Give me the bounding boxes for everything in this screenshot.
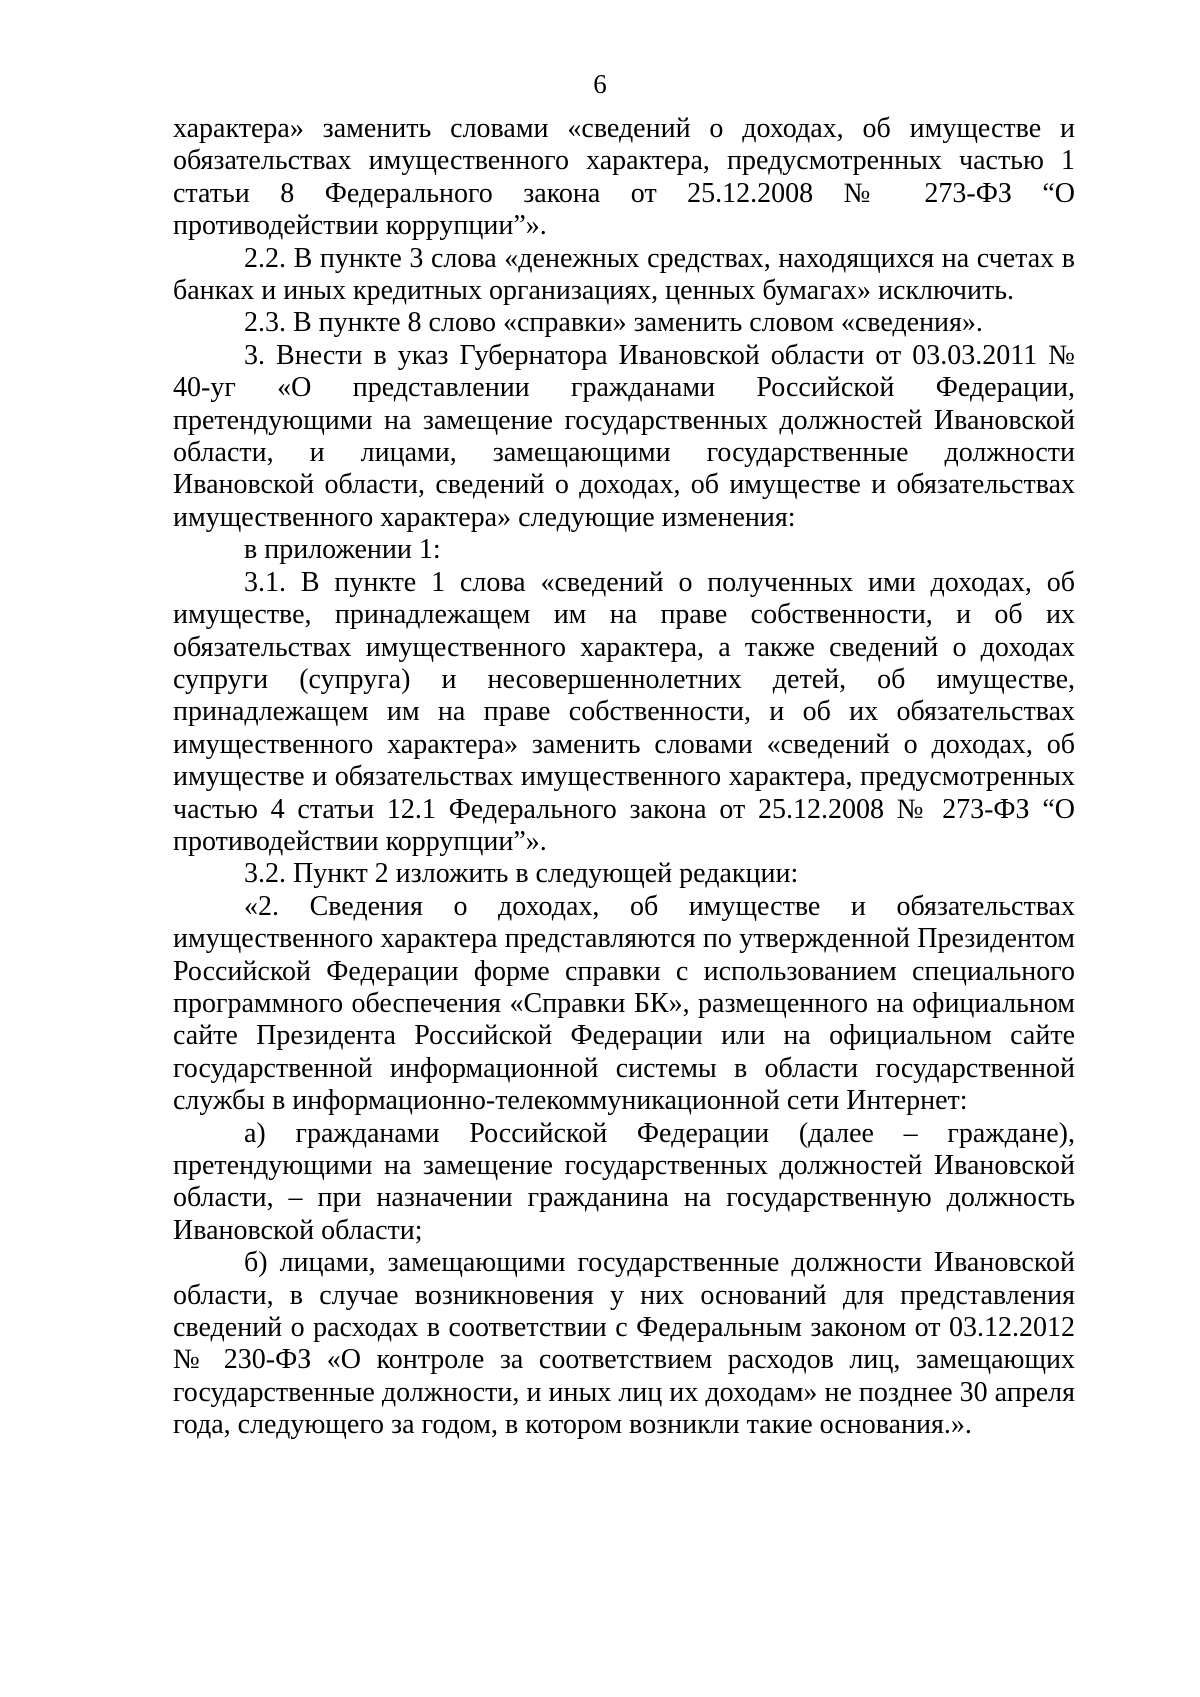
page-number: 6: [593, 69, 607, 99]
paragraph-item-b: б) лицами, замещающими государственные должности Ивановской области, в случае возникновения у них оснований для представления сведений о расходах в соответствии с Федеральным законом от 03.12.2012 № 230-ФЗ «О контроле за соответствием расходов лиц, замещающих государственные должности, и иных лиц их доходам» не позднее 30 апреля года, следующего за годом, в котором возникли такие основания.».: [173, 1247, 1075, 1441]
paragraph-continuation: характера» заменить словами «сведений о доходах, об имуществе и обязательствах имущественного характера, предусмотренных частью 1 статьи 8 Федерального закона от 25.12.2008 № 273-ФЗ “О противодействии коррупции”».: [173, 113, 1075, 242]
paragraph-appendix-1: в приложении 1:: [244, 534, 441, 566]
paragraph-item-2: «2. Сведения о доходах, об имуществе и обязательствах имущественного характера представляются по утвержденной Президентом Российской Федерации форме справки с использованием специального программного обеспечения «Справки БК», размещенного на официальном сайте Президента Российской Федерации или на официальном сайте государственной информационной системы в области государственной службы в информационно-телекоммуникационной сети Интернет:: [173, 890, 1075, 1117]
paragraph-3: 3. Внести в указ Губернатора Ивановской области от 03.03.2011 № 40-уг «О представлении гражданами Российской Федерации, претендующими на замещение государственных должностей Ивановской области, и лицами, замещающими государственные должности Ивановской области, сведений о доходах, об имуществе и обязательствах имущественного характера» следующие изменения:: [173, 339, 1075, 533]
document-body: [173, 113, 1075, 1442]
paragraph-3-1: 3.1. В пункте 1 слова «сведений о полученных ими доходах, об имуществе, принадлежащем им на праве собственности, и об их обязательствах имущественного характера, а также сведений о доходах супруги (супруга) и несовершеннолетних детей, об имуществе, принадлежащем им на праве собственности, и об их обязательствах имущественного характера» заменить словами «сведений о доходах, об имуществе и обязательствах имущественного характера, предусмотренных частью 4 статьи 12.1 Федерального закона от 25.12.2008 № 273-ФЗ “О противодействии коррупции”».: [173, 566, 1075, 857]
paragraph-item-a: а) гражданами Российской Федерации (далее – граждане), претендующими на замещение государственных должностей Ивановской области, – при назначении гражданина на государственную должность Ивановской области;: [173, 1117, 1075, 1246]
paragraph-2-3: 2.3. В пункте 8 слово «справки» заменить словом «сведения».: [244, 307, 983, 339]
paragraph-2-2: 2.2. В пункте 3 слова «денежных средствах, находящихся на счетах в банках и иных кредитных организациях, ценных бумагах» исключить.: [173, 242, 1075, 307]
paragraph-3-2: 3.2. Пункт 2 изложить в следующей редакции:: [244, 858, 799, 890]
